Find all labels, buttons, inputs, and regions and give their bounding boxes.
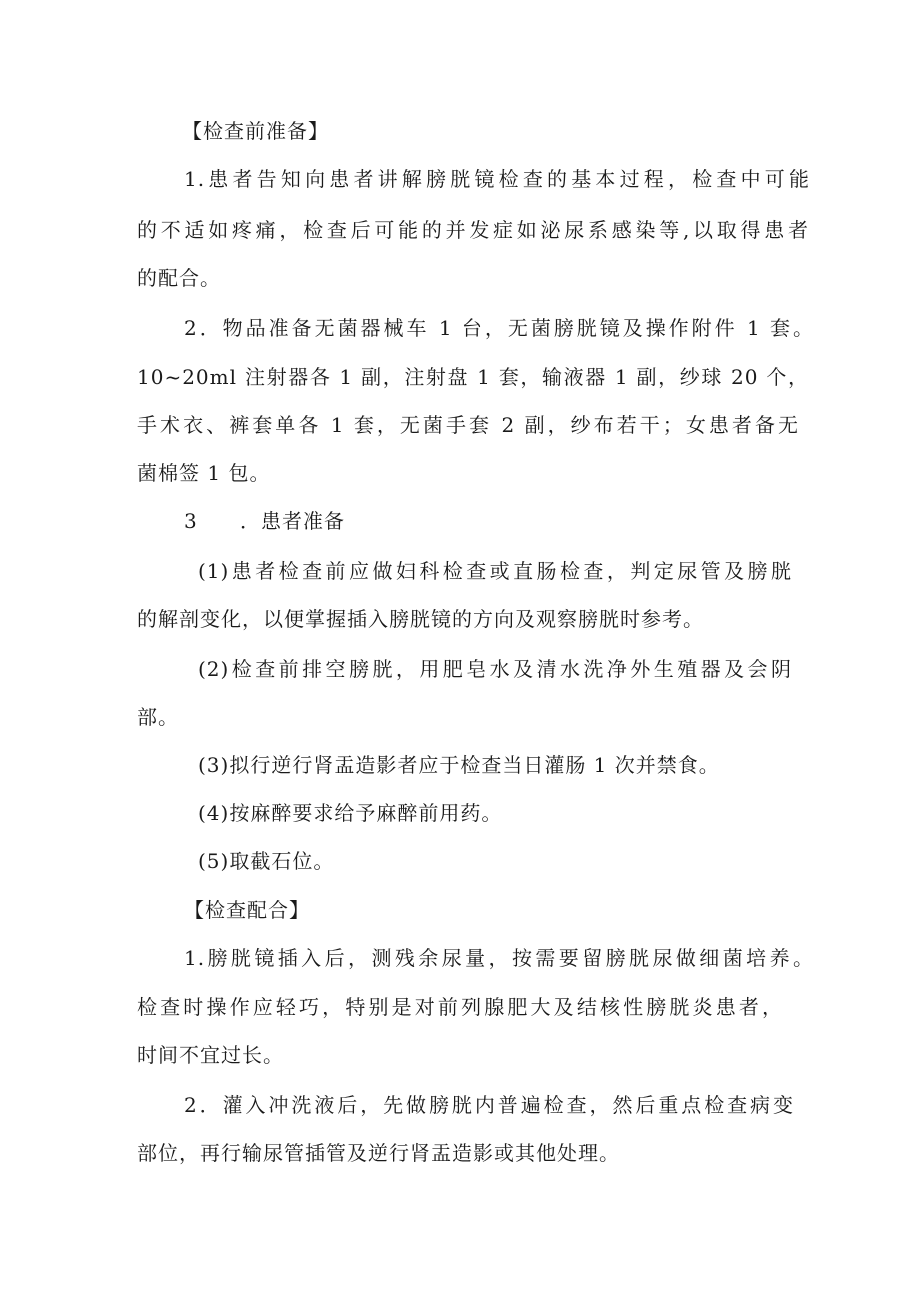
item3-sub1-line1: (1)患者检查前应做妇科检查或直肠检查，判定尿管及膀胱 <box>198 559 792 583</box>
item5-line1: 2．灌入冲洗液后，先做膀胱内普遍检查，然后重点检查病变 <box>184 1093 794 1117</box>
item2-line4: 菌棉签 1 包。 <box>137 461 271 485</box>
item3-sub3: (3)拟行逆行肾盂造影者应于检查当日灌肠 1 次并禁食。 <box>198 753 720 777</box>
section-heading-pre-exam: 【检查前准备】 <box>182 119 329 143</box>
item3-sub1-line2: 的解剖变化，以便掌握插入膀胱镜的方向及观察膀胱时参考。 <box>137 607 704 631</box>
section-heading-exam-cooperation: 【检查配合】 <box>184 898 310 922</box>
item3-number: 3 <box>184 509 198 533</box>
item1-line3: 的配合。 <box>137 266 221 290</box>
item2-line3: 手术衣、裤套单各 1 套，无菌手套 2 副，纱布若干；女患者备无 <box>137 413 799 437</box>
item2-line2: 10~20ml 注射器各 1 副，注射盘 1 套，输液器 1 副，纱球 20 个， <box>137 365 809 389</box>
item3-sub5: (5)取截石位。 <box>198 849 335 873</box>
item4-line1: 1.膀胱镜插入后，测残余尿量，按需要留膀胱尿做细菌培养。 <box>184 946 814 970</box>
item1-line2: 的不适如疼痛，检查后可能的并发症如泌尿系感染等,以取得患者 <box>137 218 809 242</box>
item3-sub2-line2: 部。 <box>137 705 179 729</box>
item3-title: ．患者准备 <box>240 509 345 533</box>
item1-line1: 1.患者告知向患者讲解膀胱镜检查的基本过程，检查中可能 <box>184 167 810 191</box>
item3-sub4: (4)按麻醉要求给予麻醉前用药。 <box>198 801 503 825</box>
item4-line2: 检查时操作应轻巧，特别是对前列腺肥大及结核性膀胱炎患者， <box>137 995 783 1019</box>
item5-line2: 部位，再行输尿管插管及逆行肾盂造影或其他处理。 <box>137 1141 620 1165</box>
item4-line3: 时间不宜过长。 <box>137 1043 284 1067</box>
item2-line1: 2．物品准备无菌器械车 1 台，无菌膀胱镜及操作附件 1 套。 <box>184 316 814 340</box>
item3-sub2-line1: (2)检查前排空膀胱，用肥皂水及清水洗净外生殖器及会阴 <box>198 657 792 681</box>
